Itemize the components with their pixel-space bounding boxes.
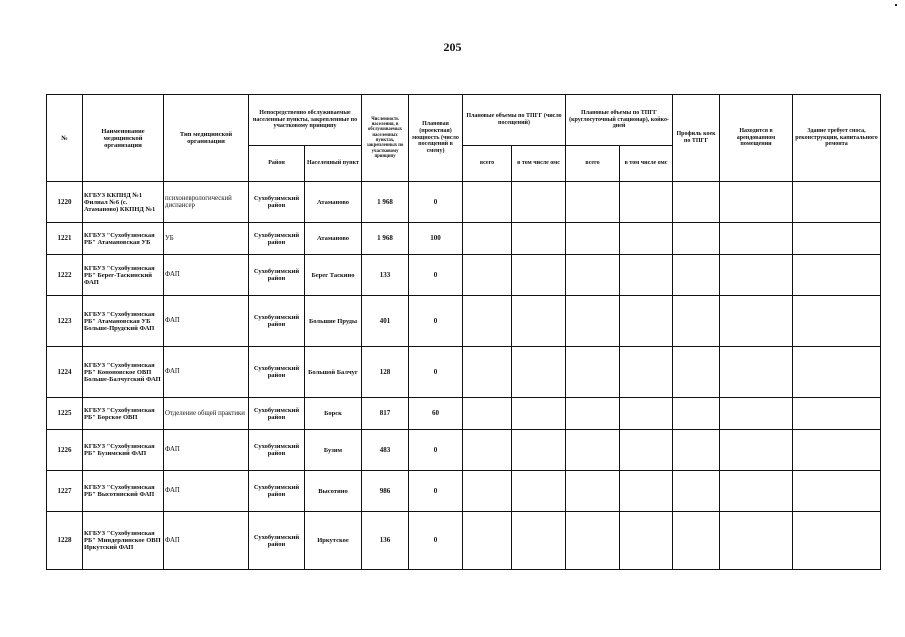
corner-speck	[895, 4, 897, 6]
visits-total	[463, 512, 512, 570]
organization-type: ФАП	[164, 512, 249, 570]
header-rented: Находится в арендованном помещении	[720, 95, 793, 182]
capacity: 0	[409, 296, 463, 347]
beds-total	[566, 223, 620, 255]
bed-profile	[673, 512, 720, 570]
repair	[793, 398, 881, 430]
beds-total	[566, 182, 620, 223]
population: 986	[362, 471, 409, 512]
rented	[720, 296, 793, 347]
table-row	[47, 223, 881, 255]
header-visits-oms: в том числе омс	[512, 146, 566, 182]
capacity: 0	[409, 347, 463, 398]
row-number: 1223	[47, 296, 83, 347]
beds-oms	[620, 182, 673, 223]
rented	[720, 347, 793, 398]
organization-type: психоневрологический диспансер	[164, 182, 249, 223]
visits-oms	[512, 347, 566, 398]
capacity: 60	[409, 398, 463, 430]
header-beds-oms: в том числе омс	[620, 146, 673, 182]
repair	[793, 182, 881, 223]
header-served-group: Непосредственно обслуживаемые населенные пункты, закрепленные по участковому принципу	[249, 95, 362, 146]
capacity: 0	[409, 182, 463, 223]
rented	[720, 471, 793, 512]
organization-type: ФАП	[164, 347, 249, 398]
visits-oms	[512, 398, 566, 430]
bed-profile	[673, 430, 720, 471]
capacity: 0	[409, 471, 463, 512]
organization-type: Отделение общей практики	[164, 398, 249, 430]
organization-name: КГБУЗ "Сухобузимская РБ" Атамановская УБ Больше-Прудский ФАП	[83, 296, 164, 347]
visits-oms	[512, 182, 566, 223]
population: 817	[362, 398, 409, 430]
organization-name: КГБУЗ "Сухобузимская РБ" Борское ОВП	[83, 398, 164, 430]
row-number: 1228	[47, 512, 83, 570]
population: 1 968	[362, 182, 409, 223]
district: Сухобузимский район	[249, 471, 305, 512]
rented	[720, 255, 793, 296]
repair	[793, 255, 881, 296]
repair	[793, 296, 881, 347]
district: Сухобузимский район	[249, 430, 305, 471]
population: 133	[362, 255, 409, 296]
beds-oms	[620, 255, 673, 296]
visits-total	[463, 398, 512, 430]
table-row	[47, 255, 881, 296]
header-repair: Здание требует сноса, реконструкции, капитального ремонта	[793, 95, 881, 182]
header-name: Наименование медицинской организации	[83, 95, 164, 182]
beds-oms	[620, 471, 673, 512]
organization-name: КГБУЗ "Сухобузимская РБ" Бузимский ФАП	[83, 430, 164, 471]
visits-oms	[512, 223, 566, 255]
row-number: 1225	[47, 398, 83, 430]
beds-total	[566, 471, 620, 512]
header-beds-group: Плановые объемы по ТПГГ (круглосуточный стационар), койко-дней	[566, 95, 673, 146]
beds-oms	[620, 347, 673, 398]
row-number: 1227	[47, 471, 83, 512]
visits-total	[463, 471, 512, 512]
header-settlement: Населенный пункт	[305, 146, 362, 182]
settlement: Берег Таскино	[305, 255, 362, 296]
table-row	[47, 296, 881, 347]
row-number: 1222	[47, 255, 83, 296]
table-row	[47, 398, 881, 430]
header-bed-profile: Профиль коек по ТПГГ	[673, 95, 720, 182]
header-visits-total: всего	[463, 146, 512, 182]
district: Сухобузимский район	[249, 223, 305, 255]
visits-total	[463, 296, 512, 347]
population: 136	[362, 512, 409, 570]
settlement: Бузим	[305, 430, 362, 471]
bed-profile	[673, 182, 720, 223]
bed-profile	[673, 296, 720, 347]
organization-name: КГБУЗ "Сухобузимская РБ" Миндерлинское ОВП Иркутский ФАП	[83, 512, 164, 570]
bed-profile	[673, 347, 720, 398]
organization-type: УБ	[164, 223, 249, 255]
header-capacity: Плановая (проектная) мощность (число посещений в смену)	[409, 95, 463, 182]
organization-name: КГБУЗ "Сухобузимская РБ" Высотинский ФАП	[83, 471, 164, 512]
visits-oms	[512, 296, 566, 347]
repair	[793, 223, 881, 255]
rented	[720, 398, 793, 430]
capacity: 0	[409, 255, 463, 296]
organization-type: ФАП	[164, 430, 249, 471]
header-num: №	[47, 95, 83, 182]
capacity: 100	[409, 223, 463, 255]
rented	[720, 430, 793, 471]
page-number: 205	[443, 40, 462, 54]
organization-name: КГБУЗ "Сухобузимская РБ" Кононовское ОВП Больше-Балчугский ФАП	[83, 347, 164, 398]
district: Сухобузимский район	[249, 347, 305, 398]
repair	[793, 512, 881, 570]
district: Сухобузимский район	[249, 182, 305, 223]
table-row	[47, 347, 881, 398]
beds-oms	[620, 430, 673, 471]
rented	[720, 512, 793, 570]
district: Сухобузимский район	[249, 255, 305, 296]
visits-total	[463, 255, 512, 296]
visits-oms	[512, 255, 566, 296]
header-district: Район	[249, 146, 305, 182]
district: Сухобузимский район	[249, 398, 305, 430]
header-visits-group: Плановые объемы по ТПГГ (число посещений)	[463, 95, 566, 146]
organization-type: ФАП	[164, 296, 249, 347]
population: 1 968	[362, 223, 409, 255]
population: 128	[362, 347, 409, 398]
visits-total	[463, 347, 512, 398]
visits-total	[463, 430, 512, 471]
organization-type: ФАП	[164, 255, 249, 296]
capacity: 0	[409, 512, 463, 570]
row-number: 1226	[47, 430, 83, 471]
table-row	[47, 471, 881, 512]
beds-total	[566, 398, 620, 430]
table-row	[47, 512, 881, 570]
settlement: Иркутское	[305, 512, 362, 570]
visits-oms	[512, 430, 566, 471]
settlement: Борск	[305, 398, 362, 430]
medical-organizations-table	[46, 94, 881, 570]
rented	[720, 223, 793, 255]
district: Сухобузимский район	[249, 296, 305, 347]
beds-oms	[620, 223, 673, 255]
visits-oms	[512, 471, 566, 512]
settlement: Большие Пруды	[305, 296, 362, 347]
district: Сухобузимский район	[249, 512, 305, 570]
visits-total	[463, 182, 512, 223]
row-number: 1221	[47, 223, 83, 255]
bed-profile	[673, 471, 720, 512]
row-number: 1224	[47, 347, 83, 398]
visits-oms	[512, 512, 566, 570]
repair	[793, 347, 881, 398]
header-type: Тип медицинской организации	[164, 95, 249, 182]
beds-total	[566, 296, 620, 347]
visits-total	[463, 223, 512, 255]
settlement: Высотино	[305, 471, 362, 512]
bed-profile	[673, 223, 720, 255]
beds-oms	[620, 512, 673, 570]
row-number: 1220	[47, 182, 83, 223]
bed-profile	[673, 255, 720, 296]
organization-name: КГБУЗ "Сухобузимская РБ" Атамановская УБ	[83, 223, 164, 255]
table-row	[47, 430, 881, 471]
settlement: Атаманово	[305, 182, 362, 223]
beds-oms	[620, 398, 673, 430]
table-row	[47, 182, 881, 223]
population: 401	[362, 296, 409, 347]
repair	[793, 430, 881, 471]
beds-total	[566, 347, 620, 398]
organization-type: ФАП	[164, 471, 249, 512]
repair	[793, 471, 881, 512]
settlement: Большой Балчуг	[305, 347, 362, 398]
rented	[720, 182, 793, 223]
beds-total	[566, 430, 620, 471]
header-beds-total: всего	[566, 146, 620, 182]
organization-name: КГБУЗ "Сухобузимская РБ" Берег-Таскинский ФАП	[83, 255, 164, 296]
beds-total	[566, 255, 620, 296]
beds-oms	[620, 296, 673, 347]
organization-name: КГБУЗ ККПНД №1 Филиал №6 (с. Атаманово) ККПНД №1	[83, 182, 164, 223]
bed-profile	[673, 398, 720, 430]
capacity: 0	[409, 430, 463, 471]
population: 483	[362, 430, 409, 471]
beds-total	[566, 512, 620, 570]
header-population: Численность населения, в обслуживаемых населенных пунктах, закрепленных по участковому принципу	[362, 95, 409, 182]
settlement: Атаманово	[305, 223, 362, 255]
